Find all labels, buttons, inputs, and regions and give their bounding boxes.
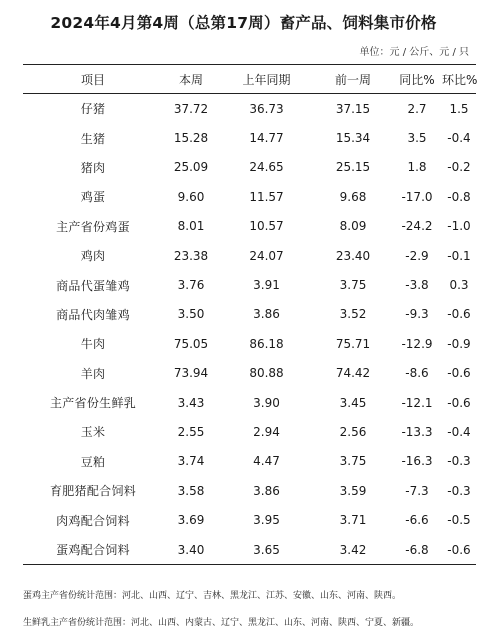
- table-row: [23, 300, 476, 329]
- cell-this-week: 3.43: [177, 395, 205, 410]
- cell-prev-week: 2.56: [339, 424, 367, 439]
- cell-this-week: 3.40: [177, 542, 205, 557]
- table-row: [23, 505, 476, 534]
- table-row: [23, 329, 476, 358]
- cell-item: 主产省份生鲜乳: [49, 396, 137, 411]
- cell-this-week: 37.72: [173, 101, 209, 116]
- cell-prev-week: 15.34: [335, 131, 371, 146]
- cell-yoy: -2.9: [405, 248, 429, 263]
- cell-prev-week: 9.68: [339, 189, 367, 204]
- cell-this-week: 15.28: [173, 131, 209, 146]
- cell-yoy: -17.0: [401, 189, 433, 204]
- cell-mom: -0.9: [447, 336, 471, 351]
- unit-label: 单位：元 / 公斤、元 / 只: [359, 47, 469, 58]
- cell-item: 生猪: [80, 131, 106, 146]
- cell-yoy: -3.8: [405, 278, 429, 293]
- cell-last-year: 3.95: [253, 513, 280, 528]
- table-row: [23, 417, 476, 446]
- cell-item: 羊肉: [80, 366, 106, 381]
- header-item: 项目: [23, 65, 163, 94]
- cell-prev-week: 74.42: [335, 366, 371, 381]
- cell-item: 鸡肉: [80, 249, 106, 264]
- cell-this-week: 2.55: [177, 424, 205, 439]
- cell-mom: -0.6: [447, 395, 471, 410]
- cell-last-year: 4.47: [253, 454, 280, 469]
- cell-prev-week: 3.75: [339, 278, 367, 293]
- cell-last-year: 36.73: [249, 101, 284, 116]
- header-last-year: 上年同期: [219, 65, 314, 94]
- price-table: [23, 64, 476, 565]
- cell-mom: -0.3: [447, 483, 471, 498]
- cell-mom: -0.6: [447, 366, 471, 381]
- cell-item: 豆粕: [80, 454, 106, 469]
- cell-this-week: 3.50: [177, 307, 205, 322]
- table-row: [23, 359, 476, 388]
- footnote-milk: 生鲜乳主产省份统计范围：河北、山西、内蒙古、辽宁、黑龙江、山东、河南、陕西、宁夏、新疆。: [23, 618, 420, 628]
- cell-item: 商品代肉雏鸡: [56, 307, 130, 322]
- cell-this-week: 3.69: [177, 513, 205, 528]
- cell-yoy: 3.5: [407, 131, 427, 146]
- table-row: [23, 212, 476, 241]
- cell-yoy: -7.3: [405, 483, 429, 498]
- cell-yoy: -12.1: [401, 395, 433, 410]
- page-title: 2024年4月第4周（总第17周）畜产品、饲料集市价格: [50, 14, 437, 32]
- cell-mom: -0.8: [447, 189, 471, 204]
- table-body: [23, 94, 476, 565]
- cell-mom: -0.6: [447, 307, 471, 322]
- cell-last-year: 24.07: [249, 248, 284, 263]
- cell-this-week: 3.74: [177, 454, 205, 469]
- cell-mom: -0.4: [447, 131, 471, 146]
- cell-last-year: 3.91: [253, 278, 280, 293]
- table-row: [23, 388, 476, 417]
- cell-prev-week: 3.52: [339, 307, 367, 322]
- cell-this-week: 23.38: [173, 248, 209, 263]
- cell-item: 猪肉: [80, 160, 106, 175]
- cell-item: 鸡蛋: [80, 190, 106, 205]
- cell-prev-week: 3.75: [339, 454, 367, 469]
- cell-last-year: 86.18: [249, 336, 284, 351]
- cell-item: 仔猪: [80, 102, 106, 117]
- cell-item: 主产省份鸡蛋: [56, 219, 130, 234]
- cell-yoy: -6.6: [405, 513, 429, 528]
- cell-yoy: -8.6: [405, 366, 429, 381]
- cell-mom: -0.3: [447, 454, 471, 469]
- cell-prev-week: 3.59: [339, 483, 367, 498]
- cell-this-week: 3.76: [177, 278, 205, 293]
- table-row: [23, 153, 476, 182]
- table-row: [23, 476, 476, 505]
- table-row: [23, 123, 476, 152]
- cell-this-week: 3.58: [177, 483, 205, 498]
- cell-last-year: 3.90: [253, 395, 280, 410]
- table-header-row: [23, 65, 476, 94]
- cell-yoy: -12.9: [401, 336, 433, 351]
- cell-item: 牛肉: [80, 337, 106, 352]
- cell-mom: 0.3: [449, 278, 469, 293]
- cell-item: 商品代蛋雏鸡: [56, 278, 130, 293]
- cell-yoy: 2.7: [407, 101, 427, 116]
- cell-this-week: 73.94: [173, 366, 209, 381]
- cell-last-year: 2.94: [253, 424, 280, 439]
- cell-yoy: -9.3: [405, 307, 429, 322]
- table-row: [23, 241, 476, 270]
- cell-prev-week: 3.71: [339, 513, 367, 528]
- cell-prev-week: 37.15: [335, 101, 371, 116]
- cell-mom: -0.2: [447, 160, 471, 175]
- cell-mom: -1.0: [447, 219, 471, 234]
- cell-this-week: 9.60: [177, 189, 205, 204]
- cell-prev-week: 75.71: [335, 336, 371, 351]
- table-row: [23, 447, 476, 476]
- cell-mom: -0.1: [447, 248, 471, 263]
- cell-this-week: 75.05: [173, 336, 209, 351]
- cell-mom: 1.5: [449, 101, 469, 116]
- cell-mom: -0.4: [447, 424, 471, 439]
- cell-prev-week: 3.45: [339, 395, 367, 410]
- header-mom: 环比%: [442, 65, 476, 94]
- cell-item: 肉鸡配合饲料: [56, 513, 130, 528]
- footnotes: [23, 583, 483, 637]
- cell-last-year: 3.65: [253, 542, 280, 557]
- cell-yoy: -13.3: [401, 424, 433, 439]
- cell-last-year: 3.86: [253, 483, 280, 498]
- cell-yoy: -6.8: [405, 542, 429, 557]
- table-row: [23, 94, 476, 124]
- cell-last-year: 10.57: [249, 219, 284, 234]
- cell-prev-week: 8.09: [339, 219, 367, 234]
- cell-last-year: 24.65: [249, 160, 284, 175]
- cell-yoy: -16.3: [401, 454, 433, 469]
- cell-this-week: 8.01: [177, 219, 205, 234]
- footnote-egg: 蛋鸡主产省份统计范围：河北、山西、辽宁、吉林、黑龙江、江苏、安徽、山东、河南、陕西。: [23, 591, 402, 601]
- table-row: [23, 270, 476, 299]
- cell-yoy: -24.2: [401, 219, 433, 234]
- header-yoy: 同比%: [392, 65, 442, 94]
- table-row: [23, 182, 476, 211]
- cell-last-year: 3.86: [253, 307, 280, 322]
- cell-item: 育肥猪配合饲料: [49, 484, 137, 499]
- cell-yoy: 1.8: [407, 160, 427, 175]
- cell-mom: -0.5: [447, 513, 471, 528]
- header-this-week: 本周: [163, 65, 219, 94]
- header-prev-week: 前一周: [314, 65, 392, 94]
- cell-last-year: 80.88: [249, 366, 284, 381]
- cell-prev-week: 3.42: [339, 542, 367, 557]
- cell-last-year: 11.57: [249, 189, 284, 204]
- cell-prev-week: 25.15: [335, 160, 371, 175]
- cell-this-week: 25.09: [173, 160, 209, 175]
- cell-item: 玉米: [80, 425, 106, 440]
- cell-item: 蛋鸡配合饲料: [56, 543, 130, 558]
- cell-prev-week: 23.40: [335, 248, 371, 263]
- table-row: [23, 535, 476, 565]
- cell-mom: -0.6: [447, 542, 471, 557]
- cell-last-year: 14.77: [249, 131, 284, 146]
